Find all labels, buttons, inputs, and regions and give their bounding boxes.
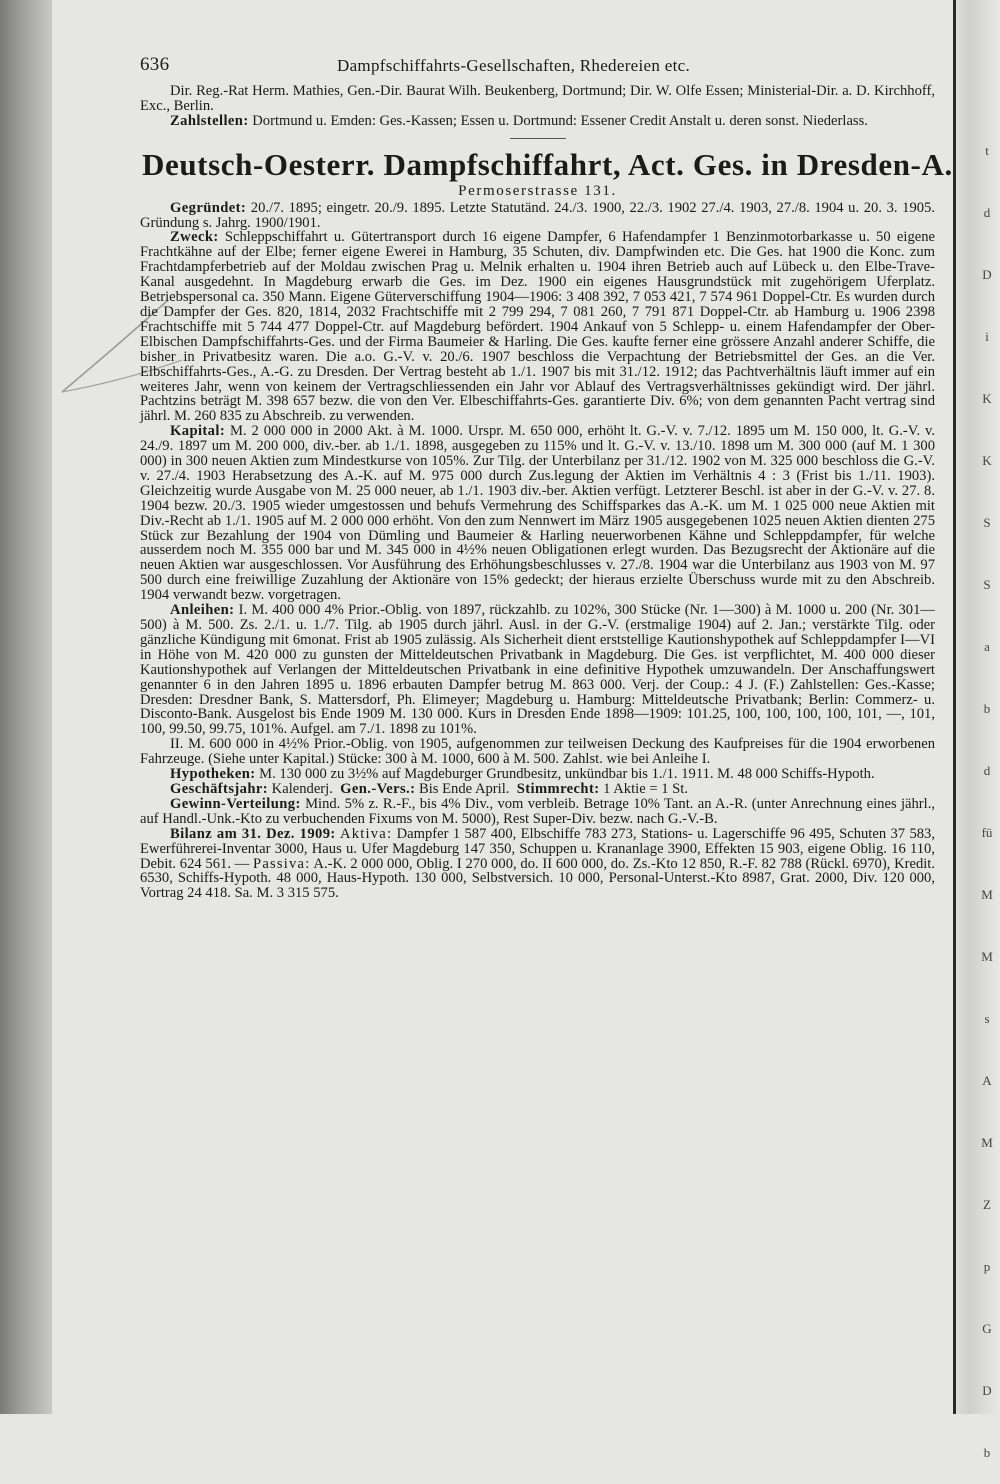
balance-section xyxy=(140,827,935,902)
fiscal-label: Geschäftsjahr: xyxy=(170,780,269,797)
scan-left-gutter xyxy=(0,0,52,1414)
founded-section xyxy=(140,201,935,231)
agm-text: Bis Ende April. xyxy=(419,780,510,797)
margin-glyph: i xyxy=(985,329,989,344)
margin-glyph: Z xyxy=(983,1197,991,1212)
mortgages-section xyxy=(140,767,935,782)
fiscal-text: Kalenderj. xyxy=(271,780,333,797)
scan-right-edge xyxy=(953,0,1000,1460)
margin-glyph: d xyxy=(983,763,991,778)
margin-glyph: A xyxy=(982,1073,992,1088)
body-text xyxy=(140,83,953,902)
paying-agents-text: Dortmund u. Emden: Ges.-Kassen; Essen u. Dortmund: Essener Credit Anstalt u. deren sonst. Niederlass. xyxy=(252,112,868,129)
margin-glyph: G xyxy=(982,1321,992,1336)
page-number: 636 xyxy=(140,54,170,75)
margin-glyph: K xyxy=(982,453,992,468)
margin-glyph: p xyxy=(983,1259,991,1274)
margin-glyph: b xyxy=(983,701,991,716)
company-address: Permoserstrasse 131. xyxy=(458,182,617,199)
margin-glyph: M xyxy=(981,1135,993,1150)
bonds-text-1: I. M. 400 000 4% Prior.-Oblig. von 1897, rückzahlb. zu 102%, 300 Stücke (Nr. 1—300) à M. 1000 u. 200 (Nr. 301—500) à M. 500. Zs. 2./1. u. 1./7. Tilg. ab 1905 durch jährl. Ausl. in der G.-V. (erstmalige 1904) auf 2. Jan.; verstärkte Tilg. oder gänzliche Kündigung mit 6monat. Frist ab 1905 zulässig. Als Sicherheit dient erststellige Kautionshypothek auf Schleppdampfer I—VI in Höhe von M. 420 000 zu gunsten der Mitteldeutschen Privatbank in Magdeburg. Die Ges. ist verpflichtet, M. 400 000 dieser Kautionshypothek auf Verlangen der Mitteldeutschen Privatbank in eine definitive Hypothek umzuwandeln. Der Anschaffungswert genannter 6 in den Jahren 1895 u. 1896 erbauten Dampfer betrug M. 863 000. Verj. der Coup.: 4 J. (F.) Zahlstellen: Ges.-Kasse; Dresden: Dresdner Bank, S. Mattersdorf, Ph. Elimeyer; Magdeburg u. Hamburg: Mitteldeutsche Privatbank; Berlin: Commerz- u. Disconto-Bank. Ausgelost bis Ende 1909 M. 130 000. Kurs in Dresden Ende 1898—1909: 101.25, 100, 100, 100, 100, 101, —, 101, 100, 99.50, 99.75, 101%. Aufgel. am 7./1. 1898 zu 101%. xyxy=(140,602,935,738)
margin-glyph: t xyxy=(985,143,989,158)
page-content xyxy=(140,54,953,902)
margin-glyph: b xyxy=(983,1445,991,1460)
entry-separator xyxy=(510,138,566,139)
mortgages-label: Hypotheken: xyxy=(170,766,256,783)
bonds-label: Anleihen: xyxy=(170,602,235,619)
margin-glyph: M xyxy=(981,887,993,902)
running-head-title: Dampfschiffahrts-Gesellschaften, Rhedereien etc. xyxy=(337,56,690,75)
paying-agents-label: Zahlstellen: xyxy=(170,112,249,129)
margin-glyph: D xyxy=(982,1383,992,1398)
capital-text: M. 2 000 000 in 2000 Akt. à M. 1000. Urspr. M. 650 000, erhöht lt. G.-V. v. 7./12. 1895 um M. 150 000, lt. G.-V. v. 24./9. 1897 um M. 200 000, div.-ber. ab 1./1. 1898, ausgegeben zu 115% und lt. G.-V. v. 13./10. 1898 um M. 300 000 (auf M. 1 300 000) in 300 neuen Aktien zum Mindestkurse von 105%. Zur Tilg. der Unterbilanz per 31./12. 1902 von M. 325 000 beschloss die G.-V. v. 27./4. 1903 Herabsetzung des A.-K. auf M. 975 000 durch Zus.legung der Aktien im Verhältnis 4 : 3 (Frist bis 1./11. 1903). Gleichzeitig wurde Ausgabe von M. 25 000 neuer, ab 1./1. 1903 div.-ber. Aktien verfügt. Letzterer Beschl. ist aber in der G.-V. v. 27. 8. 1904 bezw. 20./3. 1905 wieder umgestossen und behufs Vermehrung des Schiffsparkes das A.-K. um M. 1 025 000 neue Aktien mit Div.-Recht ab 1./1. 1905 auf M. 2 000 000 erhöht. Von den zum Nennwert im März 1905 ausgegebenen 1025 neuen Aktien dienten 275 Stück zur Bezahlung der 1904 von Dümling und Baumeier & Harling neuerworbenen Kähne und Schleppdampfer, für welche ausserdem noch M. 355 000 bar und M. 345 000 in 4½% neuen Obligationen erlegt wurden. Das Bezugsrecht der Aktionäre auf die neuen Aktien war ausgeschlossen. Vor Ausführung des Erhöhungsbeschlusses v. 27./8. 1904 war die Unterbilanz aus 1903 von M. 97 500 durch eine freiwillige Zuzahlung der Aktionäre von 15% gedeckt; der hieraus erzielte Überschuss wurde mit zu den Abschreib. 1904 verwandt bezw. vorgetragen. xyxy=(140,423,935,604)
margin-glyph: fü xyxy=(981,825,993,840)
margin-glyph: D xyxy=(982,267,992,282)
founded-text: 20./7. 1895; eingetr. 20./9. 1895. Letzte Statutänd. 24./3. 1900, 22./3. 1902 27./4. 1903, 27./8. 1904 u. 20. 3. 1905. Gründung s. Jahrg. 1900/1901. xyxy=(140,199,935,231)
running-head xyxy=(140,54,935,84)
capital-section xyxy=(140,424,935,603)
balance-liabilities-label: Passiva: xyxy=(253,855,311,872)
balance-assets-label: Aktiva: xyxy=(340,825,393,842)
adjacent-page-margin-glyphs xyxy=(976,120,998,1460)
prev-entry-paying-agents xyxy=(140,114,935,129)
balance-liabilities-text: A.-K. 2 000 000, Oblig. I 270 000, do. II 600 000, do. Zs.-Kto 12 850, R.-F. 82 788 (Rückl. 6970), Kredit. 6530, Schiffs-Hypoth. 48 000, Haus-Hypoth. 130 000, Selbstversich. 10 000, Personal-Unterst.-Kto 8987, Grat. 2000, Div. 120 000, Vortrag 24 418. Sa. M. 3 315 575. xyxy=(140,855,935,902)
vote-label: Stimmrecht: xyxy=(516,780,600,797)
margin-glyph: K xyxy=(982,391,992,406)
bonds-section-2: II. M. 600 000 in 4½% Prior.-Oblig. von 1905, aufgenommen zur teilweisen Deckung des Kaufpreises für die 1904 erworbenen Fahrzeuge. (Siehe unter Kapital.) Stücke: 300 à M. 1000, 600 à M. 500. Zahlst. wie bei Anleihe I. xyxy=(140,736,935,768)
vote-text: 1 Aktie = 1 St. xyxy=(603,780,688,797)
margin-glyph: a xyxy=(984,639,990,654)
bonds-section xyxy=(140,603,935,737)
purpose-text: Schleppschiffahrt u. Gütertransport durch 16 eigene Dampfer, 6 Hafendampfer 1 Benzinmotorbarkasse u. 50 eigene Frachtkähne auf der Elbe; ferner eigene Ewerei in Hamburg, 35 Schuten, div. Dampfwinden etc. Die Ges. hat 1900 die Konc. zum Frachtdampferbetrieb auf der Moldau zwischen Prag u. Melnik erhalten u. 1904 ihren Betrieb auch auf Lübeck u. den Elbe-Trave-Kanal ausgedehnt. In Magdeburg erwarb die Ges. im Dez. 1900 ein eigenes Hausgrundstück mit zugehörigem Uferplatz. Betriebspersonal ca. 350 Mann. Eigene Güterverschiffung 1904—1906: 3 408 392, 7 053 421, 7 574 961 Doppel-Ctr. Es wurden durch die Dampfer der Ges. 820, 1814, 2032 Frachtschiffe mit 2 799 294, 7 081 260, 7 791 871 Doppel-Ctr. ab Hamburg u. 1906 2398 Frachtschiffe mit 5 744 477 Doppel-Ctr. auf Magdeburg befördert. 1904 Ankauf von 5 Schlepp- u. einem Hafendampfer der Ober-Elbischen Dampfschiffahrts-Ges. und der Firma Baumeier & Harling. Die Ges. kaufte ferner eine grössere Anzahl anderer Schiffe, die bisher in Privatbesitz waren. Die a.o. G.-V. v. 20./6. 1907 beschloss die Verpachtung der Betriebsmittel der Ges. an die Ver. Elbschiffahrts-Ges., A.-G. zu Dresden. Der Vertrag besteht ab 1./1. 1907 bis mit 31./12. 1912; das Pachtverhältnis läuft immer auf ein weiteres Jahr, wenn von keinem der Vertragschliessenden ein Jahr vor Ablauf des Vertragsverhältnisses gekündigt wird. Der jährl. Pachtzins beträgt M. 398 657 bezw. die von den Ver. Elbeschiffahrts-Ges. garantierte Div. 6%; von dem genannten Pacht vertrag sind jährl. M. 260 835 zu Abschreib. zu verwenden. xyxy=(140,229,935,425)
capital-label: Kapital: xyxy=(170,423,226,440)
balance-assets-text: Dampfer 1 587 400, Elbschiffe 783 273, Stations- u. Lagerschiffe 96 495, Schuten 37 583, Ewerführerei-Inventar 3000, Haus u. Ufer Magdeburg 147 350, Schuppen u. Krananlage 3900, Effekten 15 903, eigene Oblig. 16 110, Debit. 624 561. — xyxy=(140,825,935,872)
margin-glyph: M xyxy=(981,949,993,964)
purpose-label: Zweck: xyxy=(170,229,219,246)
company-title: Deutsch-Oesterr. Dampfschiffahrt, Act. Ges. in Dresden-A. xyxy=(142,146,953,182)
margin-glyph: d xyxy=(983,205,991,220)
profit-text: Mind. 5% z. R.-F., bis 4% Div., vom verbleib. Betrage 10% Tant. an A.-R. (unter Anrechnung eines jährl., auf Handl.-Unk.-Kto zu verbuchenden Fixums von M. 5000), Rest Super-Div. bezw. nach G.-V.-B. xyxy=(140,795,935,827)
mortgages-text: M. 130 000 zu 3½% auf Magdeburger Grundbesitz, unkündbar bis 1./1. 1911. M. 48 000 Schiffs-Hypoth. xyxy=(259,766,875,783)
margin-glyph: S xyxy=(983,515,991,530)
profit-label: Gewinn-Verteilung: xyxy=(170,795,301,812)
balance-label: Bilanz am 31. Dez. 1909: xyxy=(170,825,336,842)
profit-section xyxy=(140,797,935,827)
margin-glyph: s xyxy=(984,1011,990,1026)
fiscal-agm-vote-section xyxy=(140,782,935,797)
purpose-section xyxy=(140,230,935,424)
agm-label: Gen.-Vers.: xyxy=(340,780,416,797)
prev-entry-directors: Dir. Reg.-Rat Herm. Mathies, Gen.-Dir. Baurat Wilh. Beukenberg, Dortmund; Dir. W. Olfe Essen; Ministerial-Dir. a. D. Kirchhoff, Exc., Berlin. xyxy=(140,83,935,114)
founded-label: Gegründet: xyxy=(170,199,247,216)
margin-glyph: S xyxy=(983,577,991,592)
